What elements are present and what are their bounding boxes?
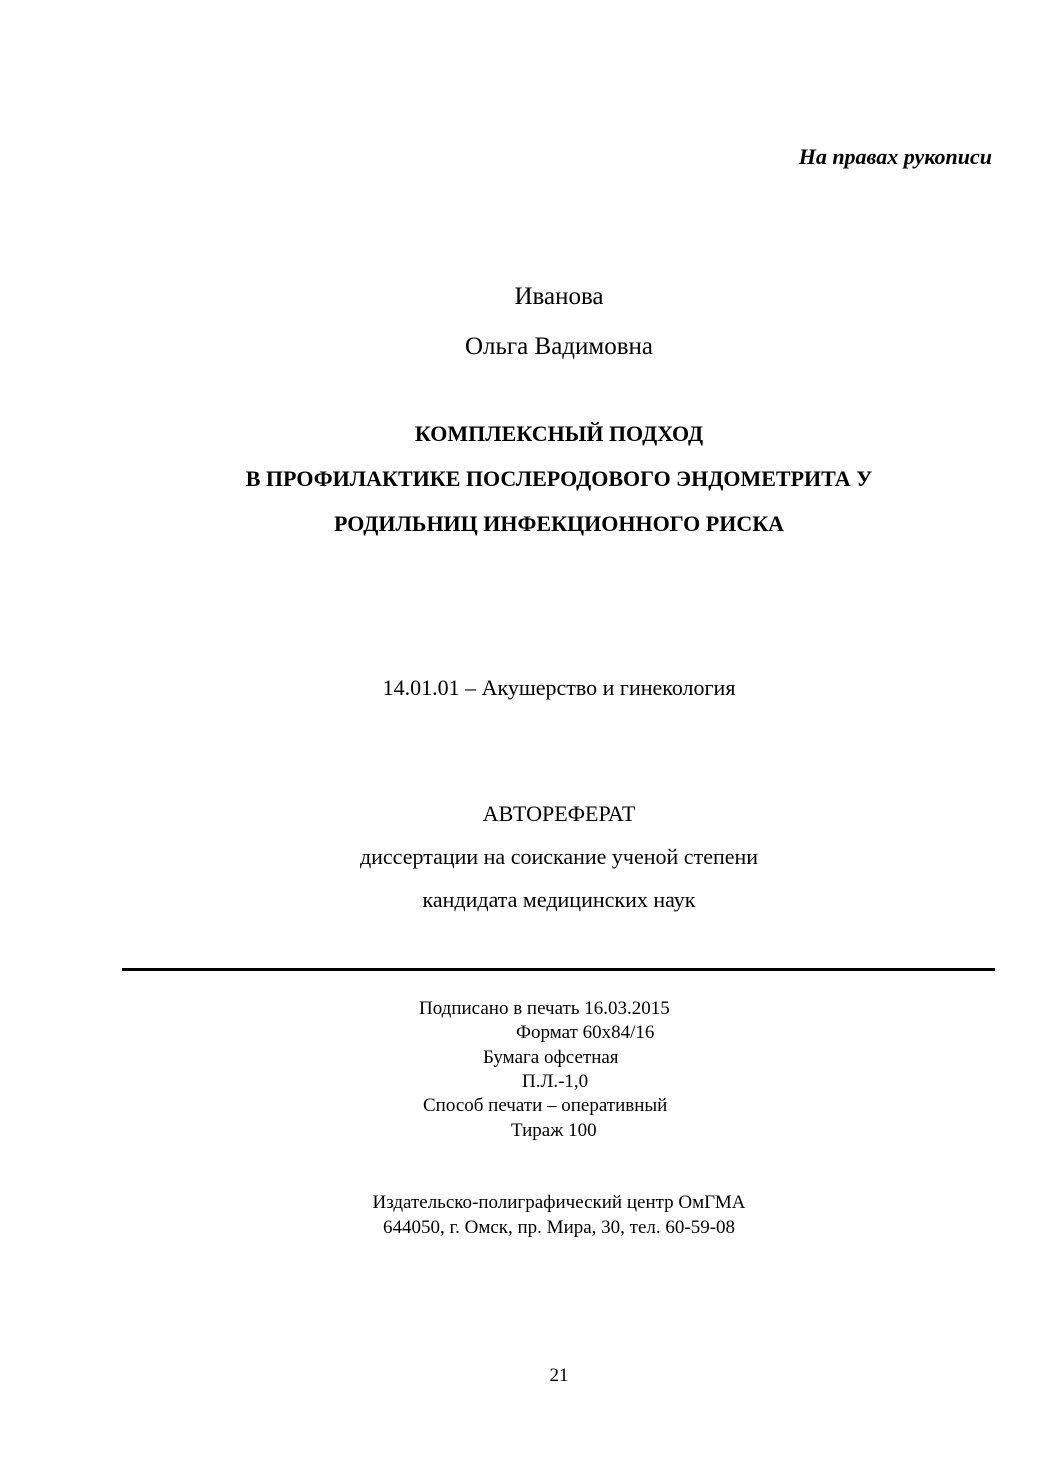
title-line-2: В ПРОФИЛАКТИКЕ ПОСЛЕРОДОВОГО ЭНДОМЕТРИТА У <box>245 466 873 491</box>
divider-line <box>122 968 995 971</box>
abstract-line-1: диссертации на соискание ученой степени <box>359 844 759 869</box>
abstract-heading: АВТОРЕФЕРАТ <box>482 801 636 826</box>
imprint-method: Способ печати – оперативный <box>423 1095 668 1116</box>
specialty-code: 14.01.01 – Акушерство и гинекология <box>382 675 736 700</box>
author-surname: Иванова <box>514 283 604 310</box>
publisher-address: 644050, г. Омск, пр. Мира, 30, тел. 60-59-08 <box>382 1216 736 1238</box>
imprint-sheets: П.Л.-1,0 <box>522 1071 589 1092</box>
abstract-block <box>0 792 1040 921</box>
publisher-block <box>0 1191 1040 1240</box>
abstract-line-2: кандидата медицинских наук <box>422 887 696 912</box>
publisher-name: Издательско-полиграфический центр ОмГМА <box>372 1192 746 1213</box>
imprint-paper: Бумага офсетная <box>483 1047 619 1068</box>
dissertation-title <box>0 411 1040 546</box>
imprint-circulation: Тираж 100 <box>511 1120 597 1141</box>
author-block <box>0 272 1040 372</box>
author-given-names: Ольга Вадимовна <box>464 333 653 360</box>
imprint-signed: Подписано в печать 16.03.2015 <box>419 998 670 1019</box>
manuscript-note: На правах рукописи <box>798 144 992 169</box>
title-line-3: РОДИЛЬНИЦ ИНФЕКЦИОННОГО РИСКА <box>333 511 785 536</box>
title-line-1: КОМПЛЕКСНЫЙ ПОДХОД <box>414 421 704 446</box>
imprint-format: Формат 60х84/16 <box>516 1022 655 1043</box>
page-number: 21 <box>549 1365 569 1386</box>
